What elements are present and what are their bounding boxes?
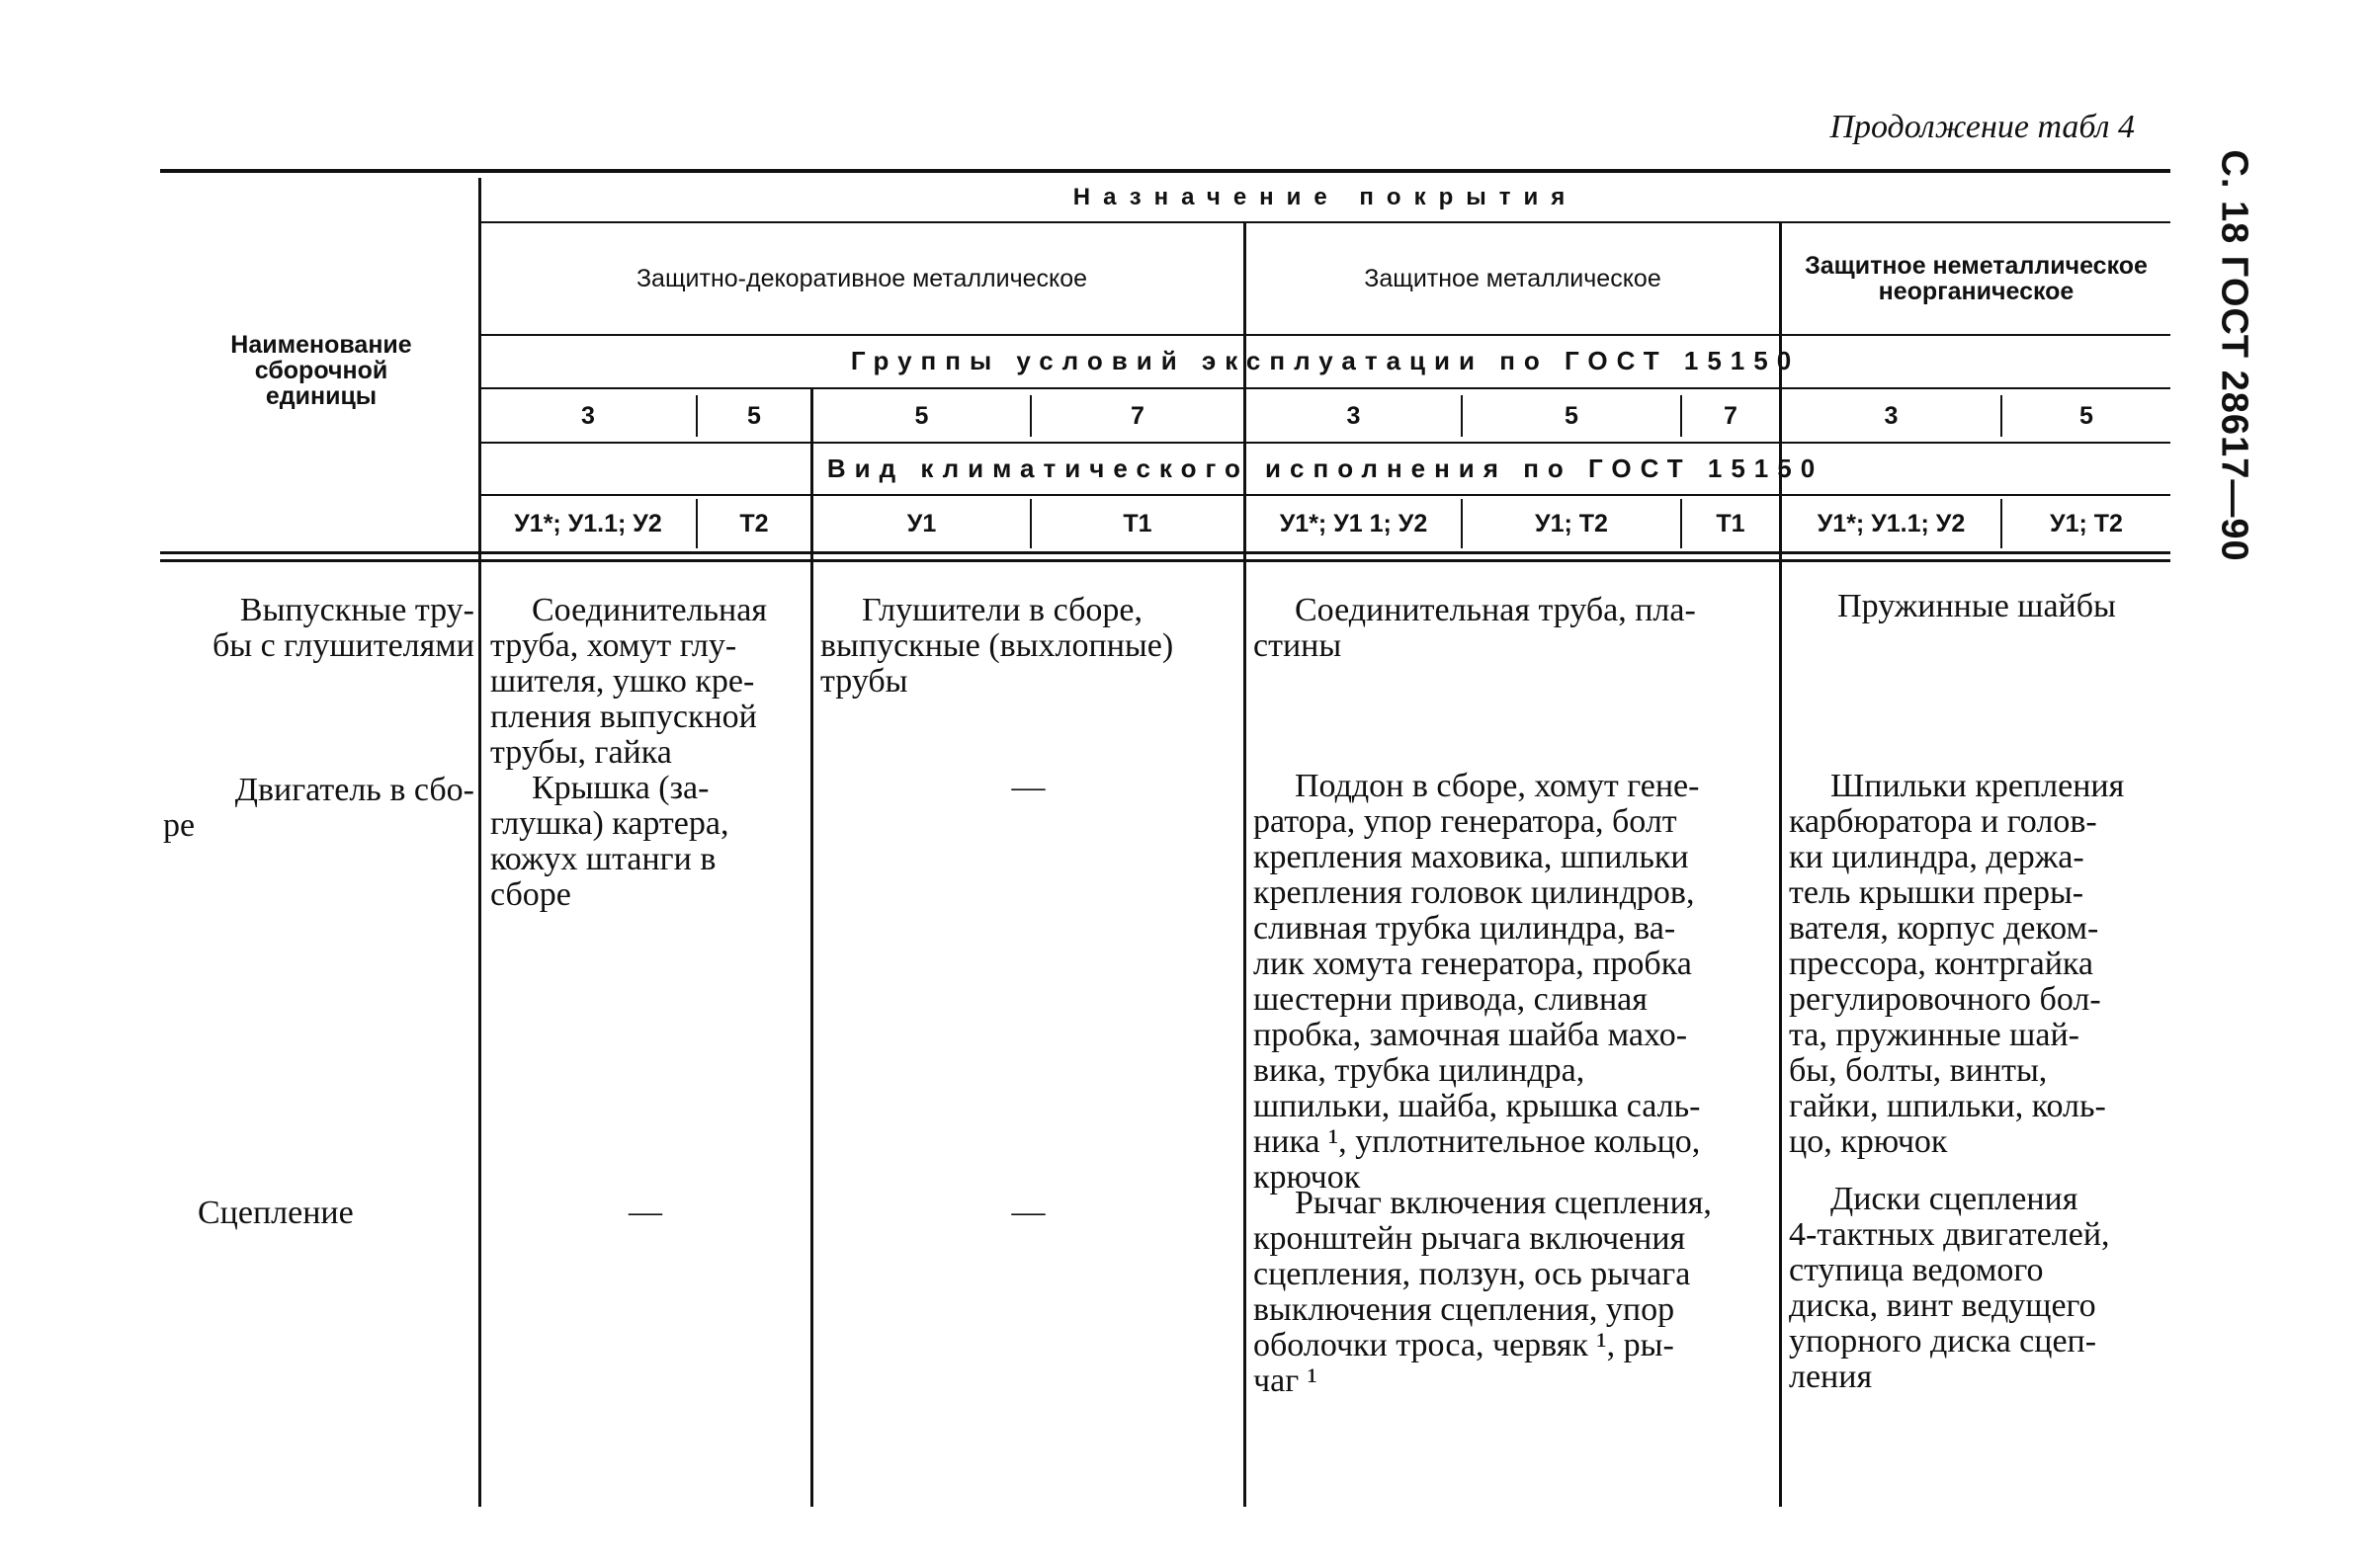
- row2-name-line: ре: [163, 807, 196, 844]
- row1-c2-line: выпускные (выхлопные): [820, 627, 1174, 664]
- row2-c3-line: крепления маховика, шпильки: [1253, 839, 1689, 875]
- row2-name: [163, 773, 474, 844]
- climate-5: У1*; У1 1; У2: [1279, 509, 1428, 537]
- row1-c2-line: трубы: [820, 663, 908, 700]
- row1-c3: [1253, 593, 1773, 664]
- row2-c4-line: та, пружинные шай-: [1789, 1017, 2079, 1053]
- row1-c1-line: трубы, гайка: [490, 734, 672, 771]
- header-name-col: Наименование сборочной единицы: [230, 330, 412, 411]
- row2-c4-line: регулировочного бол-: [1789, 981, 2101, 1018]
- group-7: 7: [1724, 401, 1737, 430]
- row3-c1: —: [629, 1194, 662, 1230]
- row2-c4-line: прессора, контргайка: [1789, 946, 2093, 982]
- row2-c3-line: крючок: [1253, 1159, 1361, 1196]
- climate-6: У1; Т2: [1535, 509, 1608, 537]
- climate-7: Т1: [1716, 509, 1745, 537]
- row1-c3-line: Соединительная труба, пла-: [1295, 592, 1696, 628]
- row2-c3-line: ратора, упор генератора, болт: [1253, 803, 1677, 840]
- row2-c4-line: цо, крючок: [1789, 1123, 1948, 1160]
- row3-c3-line: выключения сцепления, упор: [1253, 1291, 1675, 1328]
- row2-c4-line: карбюратора и голов-: [1789, 803, 2097, 840]
- group-5: 3: [1346, 401, 1361, 430]
- row1-name-line: бы с глушителями: [212, 627, 474, 664]
- row2-c1-line: глушка) картера,: [490, 805, 729, 842]
- coating-type-1: Защитно-декоративное металлическое: [635, 264, 1088, 292]
- header-bottom-rule-1: [160, 551, 2170, 554]
- row2-c4-line: бы, болты, винты,: [1789, 1052, 2048, 1089]
- rule-purpose: [480, 221, 2170, 223]
- row1-c4-line: Пружинные шайбы: [1837, 588, 2116, 624]
- row2-c4-line: гайки, шпильки, коль-: [1789, 1088, 2106, 1124]
- group-6: 5: [1565, 401, 1578, 430]
- row2-c4-line: вателя, корпус деком-: [1789, 910, 2099, 947]
- side-header-text: С. 18 ГОСТ 28617—90: [2213, 149, 2255, 562]
- rule-types: [480, 334, 2170, 336]
- group-4: 7: [1131, 401, 1144, 430]
- row3-c2: —: [1011, 1194, 1046, 1230]
- climate-8: У1*; У1.1; У2: [1817, 509, 1966, 537]
- vline-col2: [810, 389, 813, 1507]
- row2-name-line: Двигатель в сбо-: [234, 772, 474, 808]
- climate-title: Вид климатического исполнения по ГОСТ 15150: [826, 454, 1824, 484]
- row3-c3-line: чаг ¹: [1253, 1362, 1317, 1399]
- row2-c1-line: кожух штанги в: [490, 841, 717, 877]
- row3-c4: [1789, 1182, 2164, 1395]
- row3-name-line: Сцепление: [198, 1195, 354, 1231]
- row3-c4-line: упорного диска сцеп-: [1789, 1323, 2097, 1360]
- row1-name: [163, 593, 474, 664]
- row1-c1: [490, 593, 805, 771]
- row2-c4: [1789, 769, 2164, 1160]
- row1-name-line: Выпускные тру-: [239, 592, 474, 628]
- row1-c1-line: труба, хомут глу-: [490, 627, 737, 664]
- row2-c3-line: пробка, замочная шайба махо-: [1253, 1017, 1688, 1053]
- row3-c3-line: Рычаг включения сцепления,: [1295, 1185, 1712, 1221]
- side-header: [2174, 119, 2293, 593]
- climate-3: У1: [906, 509, 937, 537]
- row2-c3-line: крепления головок цилиндров,: [1253, 874, 1695, 911]
- row3-c4-line: Диски сцепления: [1830, 1181, 2078, 1217]
- row3-c4-line: 4-тактных двигателей,: [1789, 1216, 2110, 1253]
- row3-c3-line: сцепления, ползун, ось рычага: [1253, 1256, 1691, 1292]
- coating-type-3: Защитное неметаллическое неорганическое: [1805, 251, 2148, 305]
- row1-c1-line: Соединительная: [532, 592, 767, 628]
- row2-c1-line: сборе: [490, 876, 571, 913]
- header-bottom-rule-2: [160, 559, 2170, 562]
- row3-c3-line: кронштейн рычага включения: [1253, 1220, 1686, 1257]
- rule-groups-title: [480, 387, 2170, 389]
- row2-c3-line: сливная трубка цилиндра, ва-: [1253, 910, 1676, 947]
- rule-groups: [480, 442, 2170, 444]
- climate-2: Т2: [739, 509, 769, 537]
- row1-c2-line: Глушители в сборе,: [862, 592, 1144, 628]
- groups-title: Группы условий эксплуатации по ГОСТ 15150: [850, 346, 1801, 376]
- row2-c4-line: Шпильки крепления: [1830, 768, 2125, 804]
- row1-c4: [1789, 589, 2164, 624]
- row2-c4-line: ки цилиндра, держа-: [1789, 839, 2084, 875]
- rule-climate-title: [480, 494, 2170, 496]
- continuation-label: Продолжение табл 4: [1829, 109, 2135, 145]
- row2-c4-line: тель крышки преры-: [1789, 874, 2084, 911]
- row1-c1-line: пления выпускной: [490, 699, 757, 735]
- row1-c1-line: шителя, ушко кре-: [490, 663, 755, 700]
- row3-name: [163, 1196, 474, 1231]
- row1-c3-line: стины: [1253, 627, 1342, 664]
- row3-c4-line: ления: [1789, 1359, 1873, 1395]
- climate-1: У1*; У1.1; У2: [514, 509, 662, 537]
- row3-c3-line: оболочки троса, червяк ¹, ры-: [1253, 1327, 1674, 1363]
- row2-c3-line: вика, трубка цилиндра,: [1253, 1052, 1585, 1089]
- group-3: 5: [914, 401, 929, 430]
- row1-c2: [820, 593, 1237, 700]
- row2-c1-line: Крышка (за-: [532, 770, 710, 806]
- group-9: 5: [2079, 401, 2093, 430]
- row2-c3-line: лик хомута генератора, пробка: [1253, 946, 1692, 982]
- row2-c3-line: Поддон в сборе, хомут гене-: [1295, 768, 1700, 804]
- row3-c3: [1253, 1186, 1773, 1399]
- coating-type-2: Защитное металлическое: [1364, 264, 1661, 292]
- row2-c2: —: [1011, 769, 1046, 805]
- row2-c1: [490, 771, 805, 913]
- climate-4: Т1: [1123, 509, 1152, 537]
- group-2: 5: [747, 401, 761, 430]
- group-1: 3: [581, 401, 595, 430]
- climate-9: У1; Т2: [2050, 509, 2123, 537]
- top-rule: [160, 169, 2170, 173]
- group-8: 3: [1884, 401, 1899, 430]
- header-purpose: Назначение покрытия: [1072, 184, 1578, 211]
- row2-c3: [1253, 769, 1773, 1196]
- row2-c3-line: шпильки, шайба, крышка саль-: [1253, 1088, 1701, 1124]
- row3-c4-line: ступица ведомого: [1789, 1252, 2044, 1288]
- row3-c4-line: диска, винт ведущего: [1789, 1287, 2096, 1324]
- row2-c3-line: ника ¹, уплотнительное кольцо,: [1253, 1123, 1701, 1160]
- row2-c3-line: шестерни привода, сливная: [1253, 981, 1648, 1018]
